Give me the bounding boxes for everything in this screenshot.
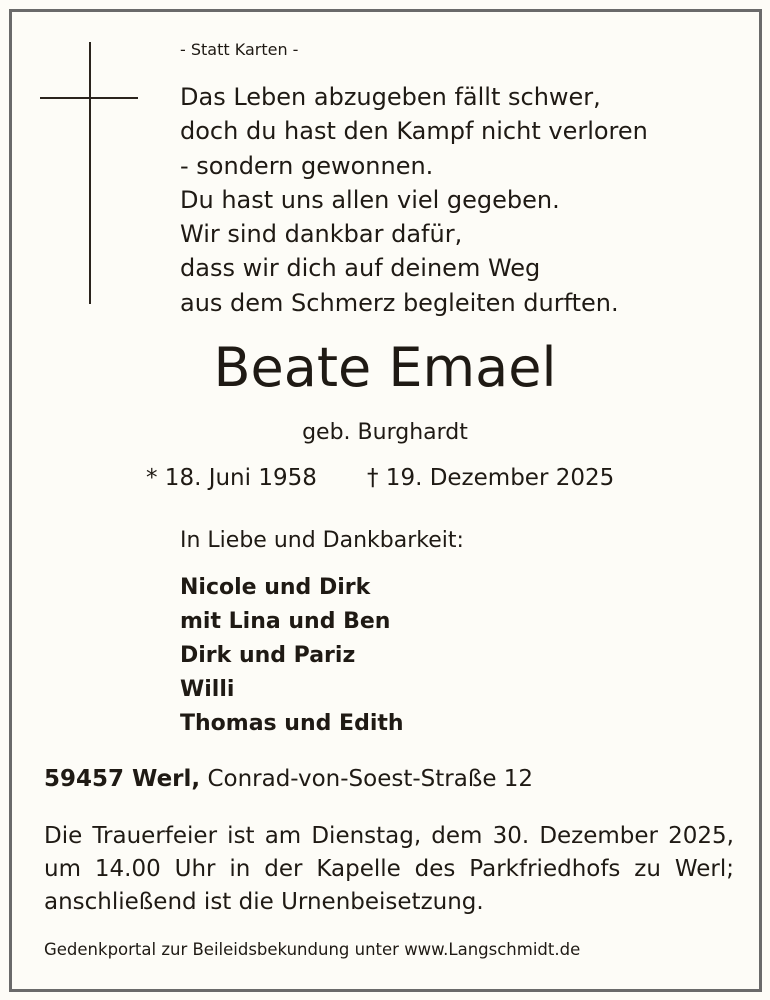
portal-note: Gedenkportal zur Beileidsbekundung unter www.Langschmidt.de xyxy=(44,940,581,959)
poem-line: Du hast uns allen viel gegeben. xyxy=(180,185,560,214)
deceased-name: Beate Emael xyxy=(213,336,557,399)
ceremony-info xyxy=(44,820,734,919)
address-street: Conrad-von-Soest-Straße 12 xyxy=(207,766,534,792)
cross-icon-horizontal xyxy=(40,97,138,99)
address-city: 59457 Werl, xyxy=(44,766,201,792)
cross-icon-vertical xyxy=(89,42,91,304)
mourner-item: Thomas und Edith xyxy=(180,711,404,736)
ceremony-line: Die Trauerfeier ist am Dienstag, dem 30. Dezember 2025, xyxy=(44,823,734,849)
poem xyxy=(180,80,648,320)
poem-line: doch du hast den Kampf nicht verloren xyxy=(180,117,648,146)
poem-line: Das Leben abzugeben fällt schwer, xyxy=(180,83,601,111)
poem-line: Wir sind dankbar dafür, xyxy=(180,220,463,249)
ceremony-line: um 14.00 Uhr in der Kapelle des Parkfriedhofs zu Werl; xyxy=(44,856,734,882)
mourner-item: Willi xyxy=(180,677,235,702)
poem-line: - sondern gewonnen. xyxy=(180,151,434,180)
mourner-item: Nicole und Dirk xyxy=(180,575,371,600)
mourner-item: mit Lina und Ben xyxy=(180,609,391,634)
header-note: - Statt Karten - xyxy=(180,40,299,59)
mourners-list xyxy=(180,571,404,741)
mourner-item: Dirk und Pariz xyxy=(180,643,356,668)
ceremony-line: anschließend ist die Urnenbeisetzung. xyxy=(44,889,484,915)
poem-line: dass wir dich auf deinem Weg xyxy=(180,254,541,283)
gratitude-line: In Liebe und Dankbarkeit: xyxy=(180,528,464,553)
address xyxy=(44,766,533,792)
poem-line: aus dem Schmerz begleiten durften. xyxy=(180,288,619,317)
birth-date: * 18. Juni 1958 xyxy=(146,465,317,491)
death-date: † 19. Dezember 2025 xyxy=(367,465,615,491)
birth-name: geb. Burghardt xyxy=(302,420,468,445)
